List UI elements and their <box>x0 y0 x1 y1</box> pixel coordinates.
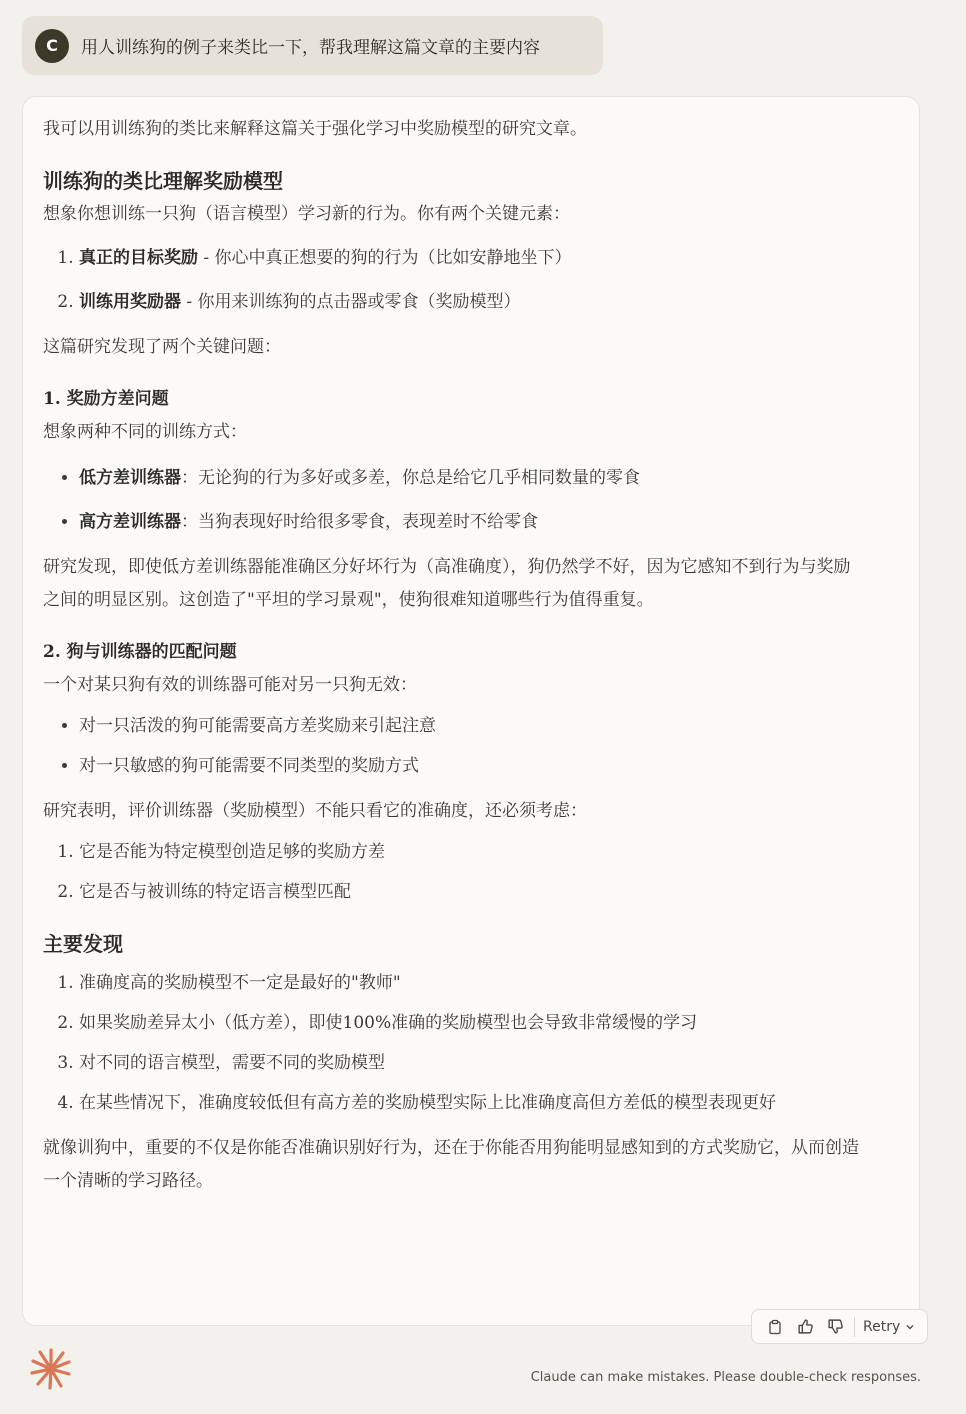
trainers-list <box>43 462 863 539</box>
list-item: 2. 它是否与被训练的特定语言模型匹配 <box>79 876 863 909</box>
user-message-text: 用人训练狗的例子来类比一下，帮我理解这篇文章的主要内容 <box>81 38 540 58</box>
subsection-heading: 1. 奖励方差问题 <box>43 389 169 409</box>
thumbs-down-icon <box>827 1318 844 1335</box>
response-content <box>43 113 863 1198</box>
list-item: 1. 准确度高的奖励模型不一定是最好的"教师" <box>79 967 863 1000</box>
list-item <box>79 462 863 495</box>
evaluation-list <box>43 836 863 909</box>
section-heading: 主要发现 <box>43 932 123 956</box>
list-item-bold: 训练用奖励器 <box>79 292 181 312</box>
user-message <box>22 16 603 75</box>
response-action-bar <box>751 1309 928 1344</box>
section-heading: 训练狗的类比理解奖励模型 <box>43 169 283 193</box>
claude-logo-icon <box>30 1348 72 1390</box>
closing-paragraph: 就像训狗中，重要的不仅是你能否准确识别好行为，还在于你能否用狗能明显感知到的方式奖励它，从而创造一个清晰的学习路径。 <box>43 1138 859 1191</box>
thumbs-up-icon <box>797 1318 814 1335</box>
thumbs-up-button[interactable] <box>790 1312 820 1342</box>
list-item-bold: 低方差训练器 <box>79 468 181 488</box>
list-item: 2. 如果奖励差异太小（低方差），即使100%准确的奖励模型也会导致非常缓慢的学习 <box>79 1007 863 1040</box>
dog-types-list <box>43 710 863 783</box>
list-item-text: - 你心中真正想要的狗的行为（比如安静地坐下） <box>198 248 572 268</box>
list-item: • 对一只活泼的狗可能需要高方差奖励来引起注意 <box>79 710 863 743</box>
divider <box>854 1317 855 1337</box>
copy-button[interactable] <box>760 1312 790 1342</box>
list-item-bold: 真正的目标奖励 <box>79 248 198 268</box>
list-item-text: ：当狗表现好时给很多零食，表现差时不给零食 <box>181 512 538 532</box>
clipboard-icon <box>767 1319 783 1335</box>
findings-list <box>43 967 863 1120</box>
retry-label: Retry <box>863 1318 901 1335</box>
paragraph: 想象两种不同的训练方式： <box>43 422 247 442</box>
list-item-bold: 高方差训练器 <box>79 512 181 532</box>
paragraph: 想象你想训练一只狗（语言模型）学习新的行为。你有两个关键元素： <box>43 204 570 224</box>
paragraph: 研究发现，即使低方差训练器能准确区分好坏行为（高准确度），狗仍然学不好，因为它感知不到行为与奖励之间的明显区别。这创造了"平坦的学习景观"，使狗很难知道哪些行为值得重复。 <box>43 557 851 610</box>
chevron-down-icon <box>905 1322 915 1332</box>
list-item: 3. 对不同的语言模型，需要不同的奖励模型 <box>79 1047 863 1080</box>
user-avatar: C <box>35 29 69 63</box>
list-item: 1. 它是否能为特定模型创造足够的奖励方差 <box>79 836 863 869</box>
intro-paragraph: 我可以用训练狗的类比来解释这篇关于强化学习中奖励模型的研究文章。 <box>43 119 587 139</box>
list-item <box>79 506 863 539</box>
disclaimer-text: Claude can make mistakes. Please double-check responses. <box>530 1370 921 1385</box>
assistant-response <box>22 96 920 1326</box>
list-item: • 对一只敏感的狗可能需要不同类型的奖励方式 <box>79 750 863 783</box>
list-item-text: ：无论狗的行为多好或多差，你总是给它几乎相同数量的零食 <box>181 468 640 488</box>
list-item-text: - 你用来训练狗的点击器或零食（奖励模型） <box>181 292 521 312</box>
key-elements-list <box>43 242 863 319</box>
list-item: 4. 在某些情况下，准确度较低但有高方差的奖励模型实际上比准确度高但方差低的模型表现更好 <box>79 1087 863 1120</box>
list-item <box>79 286 863 319</box>
thumbs-down-button[interactable] <box>820 1312 850 1342</box>
paragraph: 研究表明，评价训练器（奖励模型）不能只看它的准确度，还必须考虑： <box>43 801 587 821</box>
paragraph: 一个对某只狗有效的训练器可能对另一只狗无效： <box>43 675 417 695</box>
list-item <box>79 242 863 275</box>
paragraph: 这篇研究发现了两个关键问题： <box>43 337 281 357</box>
subsection-heading: 2. 狗与训练器的匹配问题 <box>43 642 237 662</box>
retry-button[interactable] <box>863 1319 915 1335</box>
